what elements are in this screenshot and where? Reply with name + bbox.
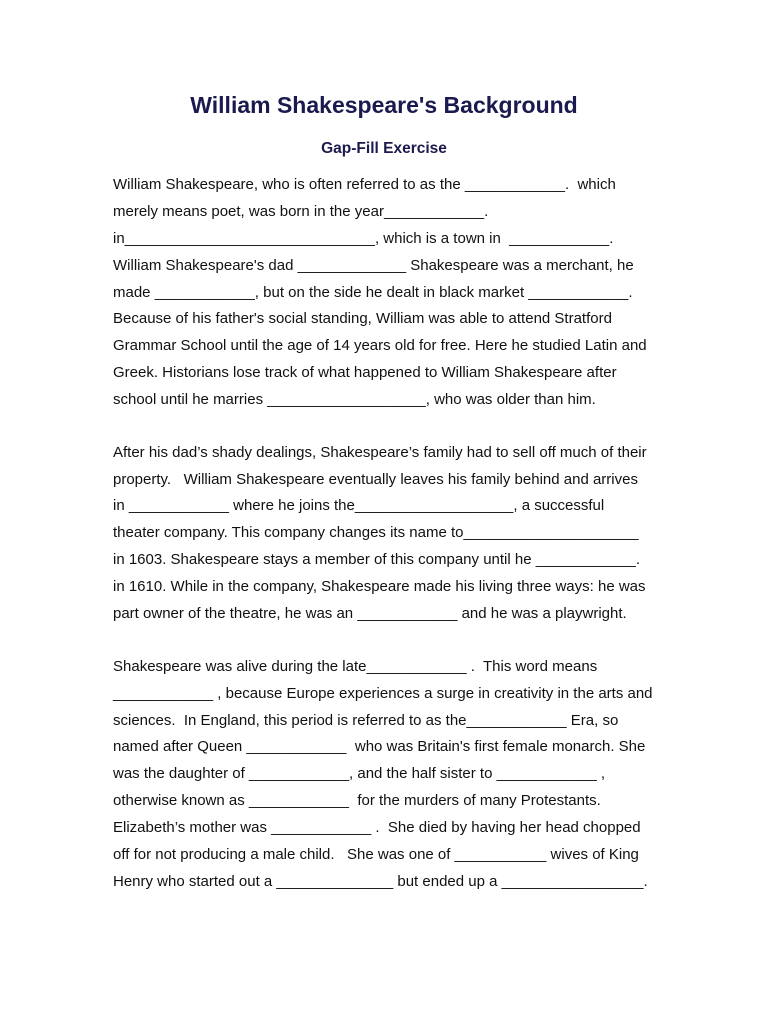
paragraph-line: otherwise known as ____________ for the murders of many Protestants. bbox=[113, 792, 601, 809]
paragraph-line: was the daughter of ____________, and the half sister to ____________ , bbox=[113, 765, 606, 782]
paragraph-line: in ____________ where he joins the___________________, a successful bbox=[113, 497, 605, 514]
paragraph-line: Henry who started out a ______________ but ended up a _________________. bbox=[113, 873, 648, 890]
paragraph-line: named after Queen ____________ who was Britain's first female monarch. She bbox=[113, 738, 646, 755]
paragraph-line: Because of his father's social standing, William was able to attend Stratford bbox=[113, 310, 612, 327]
paragraph-line: school until he marries ___________________, who was older than him. bbox=[113, 391, 596, 408]
paragraph-line: Grammar School until the age of 14 years old for free. Here he studied Latin and bbox=[113, 337, 647, 354]
page-subtitle: Gap-Fill Exercise bbox=[321, 140, 447, 157]
paragraph-line: in______________________________, which is a town in ____________. bbox=[113, 230, 614, 247]
paragraph-line: off for not producing a male child. She was one of ___________ wives of King bbox=[113, 846, 639, 863]
paragraph-line: Shakespeare was alive during the late____________ . This word means bbox=[113, 658, 598, 675]
paragraph-line: sciences. In England, this period is referred to as the____________ Era, so bbox=[113, 712, 619, 729]
page-title: William Shakespeare's Background bbox=[190, 92, 578, 118]
paragraph-line: property. William Shakespeare eventually leaves his family behind and arrives bbox=[113, 471, 638, 488]
paragraph-line: in 1610. While in the company, Shakespeare made his living three ways: he was bbox=[113, 578, 646, 595]
paragraph-line: part owner of the theatre, he was an ____________ and he was a playwright. bbox=[113, 605, 627, 622]
paragraph-line: Elizabeth’s mother was ____________ . She died by having her head chopped bbox=[113, 819, 641, 836]
paragraph-line: Greek. Historians lose track of what happened to William Shakespeare after bbox=[113, 364, 617, 381]
paragraph-line: William Shakespeare's dad _____________ Shakespeare was a merchant, he bbox=[113, 257, 634, 274]
paragraph-line: merely means poet, was born in the year____________. bbox=[113, 203, 489, 220]
paragraph-line: ____________ , because Europe experiences a surge in creativity in the arts and bbox=[113, 685, 653, 702]
paragraph-line: theater company. This company changes its name to_____________________ bbox=[113, 524, 639, 541]
paragraph-line: made ____________, but on the side he dealt in black market ____________. bbox=[113, 284, 633, 301]
paragraph-line: After his dad’s shady dealings, Shakespeare’s family had to sell off much of their bbox=[113, 444, 647, 461]
paragraph-line: in 1603. Shakespeare stays a member of this company until he ____________. bbox=[113, 551, 641, 568]
paragraph-line: William Shakespeare, who is often referred to as the ____________. which bbox=[113, 176, 616, 193]
